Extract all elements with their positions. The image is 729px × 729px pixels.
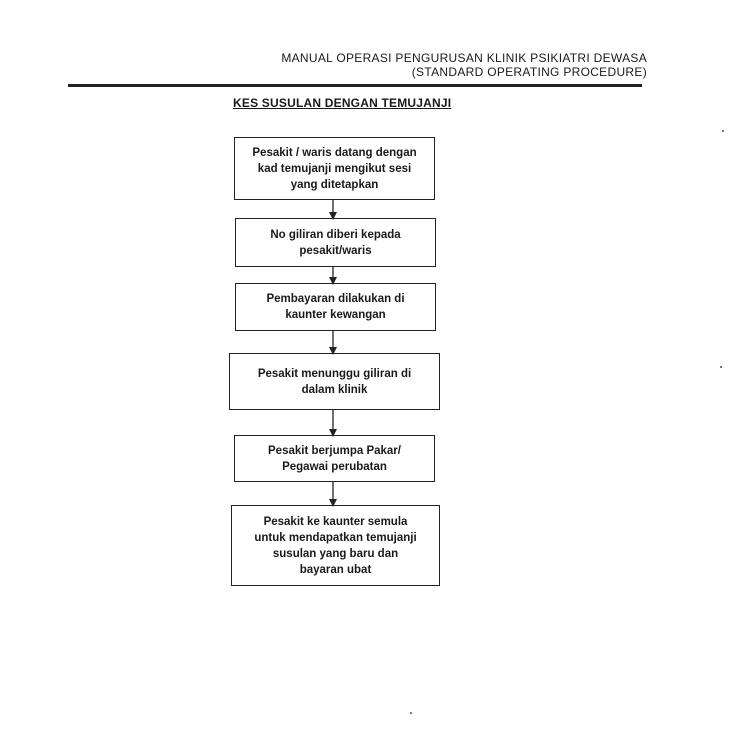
flow-step-5: Pesakit berjumpa Pakar/ Pegawai perubatan <box>234 435 435 482</box>
header-subtitle: (STANDARD OPERATING PROCEDURE) <box>411 65 647 79</box>
flow-step-3: Pembayaran dilakukan di kaunter kewangan <box>235 283 436 331</box>
flow-step-4: Pesakit menunggu giliran di dalam klinik <box>229 353 440 410</box>
flow-step-6: Pesakit ke kaunter semula untuk mendapatkan temujanji susulan yang baru dan bayaran ubat <box>231 505 440 586</box>
flow-step-1: Pesakit / waris datang dengan kad temujanji mengikut sesi yang ditetapkan <box>234 137 435 200</box>
section-title: KES SUSULAN DENGAN TEMUJANJI <box>233 96 452 110</box>
scan-speck <box>722 130 724 132</box>
header-title: MANUAL OPERASI PENGURUSAN KLINIK PSIKIATRI DEWASA <box>281 51 647 65</box>
flow-step-2: No giliran diberi kepada pesakit/waris <box>235 218 436 267</box>
scan-speck <box>410 712 412 714</box>
scan-speck <box>720 366 722 368</box>
